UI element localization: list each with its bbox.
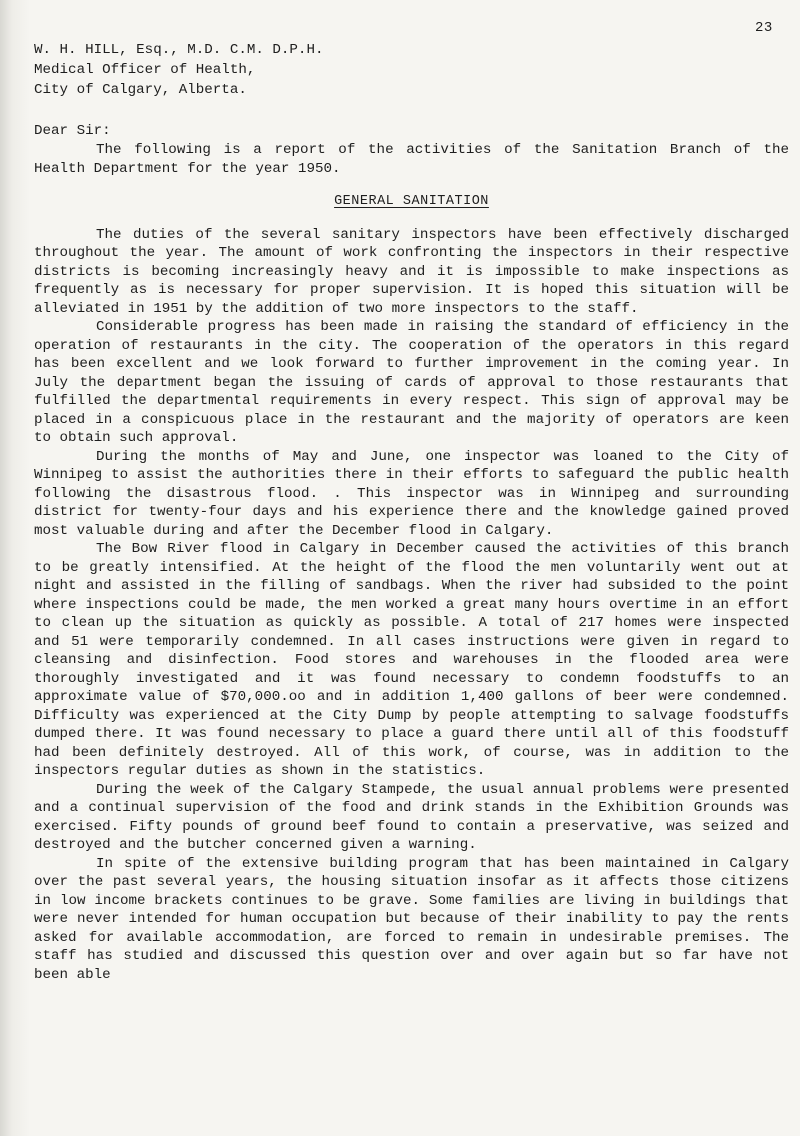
section-heading [34, 193, 789, 212]
page-number: 23 [755, 20, 773, 36]
intro-paragraph: The following is a report of the activities of the Sanitation Branch of the Health Department for the year 1950. [34, 142, 789, 177]
paragraph-inspectors: The duties of the several sanitary inspectors have been effectively discharged throughout the year. The amount of work confronting the inspectors in their respective districts is becoming increasingly heavy and it is impossible to make inspections as frequently as is necessary for proper supervision. It is hoped this situation will be alleviated in 1951 by the addition of two more inspectors to the staff. [34, 226, 789, 317]
addressee-block [34, 40, 323, 100]
paragraph-stampede: During the week of the Calgary Stampede, the usual annual problems were presented and a continual supervision of the food and drink stands in the Exhibition Grounds was exercised. Fifty pounds of ground beef found to contain a preservative, was seized and destroyed and the butcher concerned given a warning. [34, 781, 789, 853]
addressee-title: Medical Officer of Health, [34, 62, 256, 78]
paragraph-bow-river-flood: The Bow River flood in Calgary in December caused the activities of this branch to be greatly intensified. At the height of the flood the men voluntarily went out at night and assisted in the filling of sandbags. When the river had subsided to the point where inspections could be made, the men worked a great many hours overtime in an effort to clean up the situation as quickly as possible. A total of 217 homes were inspected and 51 were temporarily condemned. In all cases instructions were given in regard to cleansing and disinfection. Food stores and warehouses in the flooded area were thoroughly investigated and it was found necessary to condemn foodstuffs to an approximate value of $70,000.oo and in addition 1,400 gallons of beer were condemned. Difficulty was experienced at the City Dump by people attempting to salvage foodstuffs dumped there. It was found necessary to place a guard there until all of this foodstuff had been definitely destroyed. All of this work, of course, was in addition to the inspectors regular duties as shown in the statistics. [34, 541, 789, 779]
letter-body [34, 141, 789, 984]
paragraph-housing: In spite of the extensive building program that has been maintained in Calgary over the past several years, the housing situation insofar as it affects those citizens in low income brackets continues to be grave. Some families are living in buildings that were never intended for human occupation but because of their inability to pay the rents asked for available accommodation, are forced to remain in undesirable premises. The staff has studied and discussed this question over and over again but so far have not been able [34, 855, 789, 983]
section-heading-text: GENERAL SANITATION [334, 194, 489, 209]
salutation: Dear Sir: [34, 123, 111, 139]
general-sanitation-section [34, 226, 789, 985]
paragraph-restaurants: Considerable progress has been made in raising the standard of efficiency in the operation of restaurants in the city. The cooperation of the operators in this regard has been excellent and we look forward to further improvement in the coming year. In July the department began the issuing of cards of approval to those restaurants that fulfilled the departmental requirements in every respect. This sign of approval may be placed in a conspicuous place in the restaurant and the majority of operators are keen to obtain such approval. [34, 319, 789, 446]
paragraph-winnipeg: During the months of May and June, one inspector was loaned to the City of Winnipeg to assist the authorities there in their efforts to safeguard the public health following the disastrous flood. . This inspector was in Winnipeg and surrounding district for twenty-four days and his experience there and the knowledge gained proved most valuable during and after the December flood in Calgary. [34, 448, 789, 539]
addressee-name: W. H. HILL, Esq., M.D. C.M. D.P.H. [34, 42, 324, 58]
addressee-location: City of Calgary, Alberta. [34, 82, 247, 98]
